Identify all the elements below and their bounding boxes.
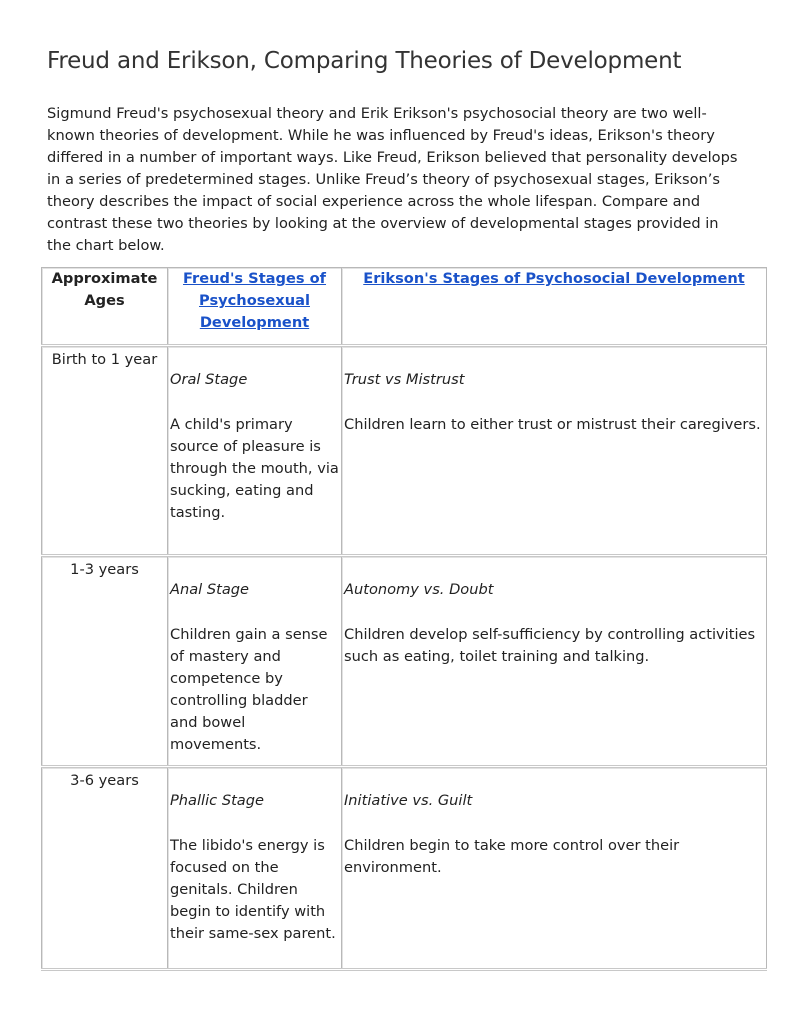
freud-stage-description: The libido's energy is focused on the genitals. Children begin to identify with their same-sex parent.: [170, 837, 336, 942]
freud-cell: [168, 767, 342, 970]
intro-paragraph: Sigmund Freud's psychosexual theory and Erik Erikson's psychosocial theory are two well-known theories of development. While he was influenced by Freud's ideas, Erikson's theory differed in a number of important ways. Like Freud, Erikson believed that personality develops in a series of predetermined stages. Unlike Freud’s theory of psychosexual stages, Erikson’s theory describes the impact of social experience across the whole lifespan. Compare and contrast these two theories by looking at the overview of developmental stages provided in the chart below.: [47, 105, 738, 254]
freud-stage-name: Anal Stage: [170, 581, 250, 598]
table-row: [42, 556, 767, 767]
freud-stage-name: Phallic Stage: [170, 792, 264, 809]
table-row: [42, 346, 767, 556]
header-ages: Approximate Ages: [42, 268, 168, 346]
erikson-cell: [342, 556, 767, 767]
stages-table: [41, 267, 767, 971]
erikson-stage-name: Initiative vs. Guilt: [344, 792, 473, 809]
header-erikson-link[interactable]: Erikson's Stages of Psychosocial Development: [342, 268, 767, 346]
freud-stage-description: A child's primary source of pleasure is through the mouth, via sucking, eating and tasting.: [170, 416, 339, 521]
age-cell: 1-3 years: [42, 556, 168, 767]
freud-cell: [168, 556, 342, 767]
page-title: Freud and Erikson, Comparing Theories of Development: [47, 48, 682, 74]
header-freud-link[interactable]: Freud's Stages of Psychosexual Development: [168, 268, 342, 346]
erikson-stage-name: Autonomy vs. Doubt: [344, 581, 494, 598]
erikson-cell: [342, 346, 767, 556]
erikson-stage-description: Children develop self-sufficiency by controlling activities such as eating, toilet training and talking.: [344, 626, 756, 665]
table-row: [42, 767, 767, 970]
freud-stage-description: Children gain a sense of mastery and competence by controlling bladder and bowel movements.: [170, 626, 328, 753]
erikson-stage-name: Trust vs Mistrust: [344, 371, 465, 388]
erikson-cell: [342, 767, 767, 970]
table-header-row: [42, 268, 767, 346]
freud-stage-name: Oral Stage: [170, 371, 248, 388]
erikson-stage-description: Children learn to either trust or mistrust their caregivers.: [344, 416, 761, 433]
age-cell: Birth to 1 year: [42, 346, 168, 556]
erikson-stage-description: Children begin to take more control over their environment.: [344, 837, 680, 876]
age-cell: 3-6 years: [42, 767, 168, 970]
freud-cell: [168, 346, 342, 556]
